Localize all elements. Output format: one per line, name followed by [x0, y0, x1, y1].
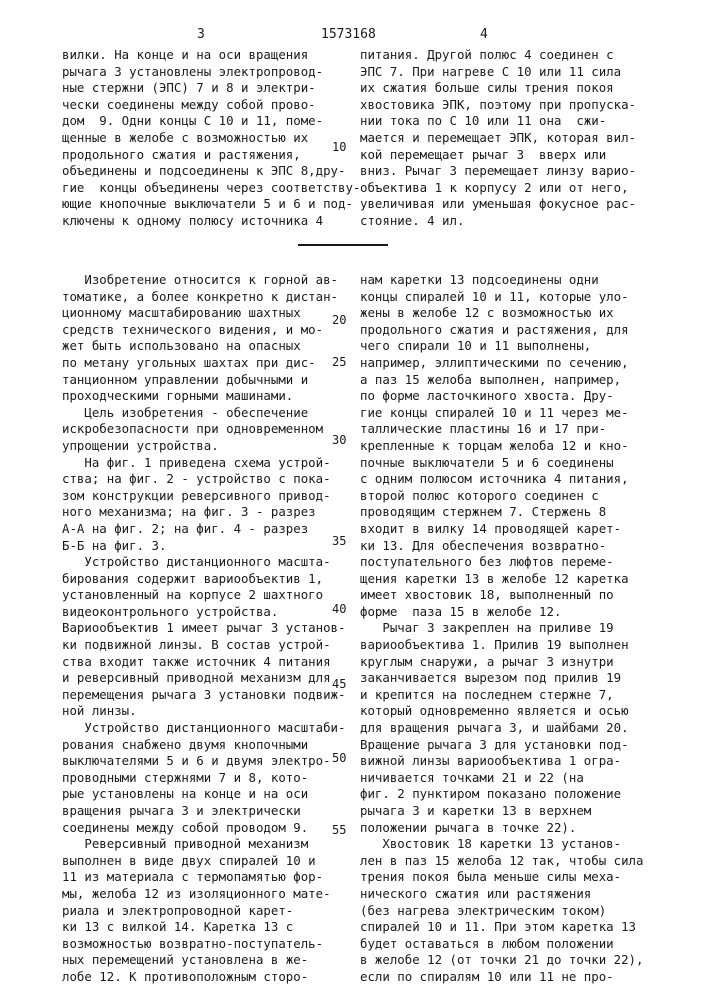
body-line: средств технического видения, и мо- [62, 322, 345, 339]
body-line: имеет хвостовик 18, выполненный по [360, 587, 643, 604]
body-line: ционному масштабированию шахтных [62, 305, 345, 322]
body-line: чего спирали 10 и 11 выполнены, [360, 338, 643, 355]
body-line: Реверсивный приводной механизм [62, 836, 345, 853]
body-line: поступательного без люфтов переме- [360, 554, 643, 571]
body-line: проводными стержнями 7 и 8, кото- [62, 770, 345, 787]
body-line: возможностью возвратно-поступатель- [62, 936, 345, 953]
body-line: фиг. 2 пунктиром показано положение [360, 786, 643, 803]
body-line: с одним полюсом источника 4 питания, [360, 471, 643, 488]
body-line: зом конструкции реверсивного привод- [62, 488, 345, 505]
patent-number: 1573168 [321, 27, 376, 42]
body-line: танционном управлении добычными и [62, 372, 345, 389]
body-line: Вращение рычага 3 для установки под- [360, 737, 643, 754]
body-line: форме паза 15 в желобе 12. [360, 604, 643, 621]
abstract-line: ные стержни (ЭПС) 7 и 8 и электри- [62, 80, 360, 97]
body-line: вижной линзы вариообъектива 1 огра- [360, 753, 643, 770]
body-line: который одновременно является и осью [360, 703, 643, 720]
abstract-line: вниз. Рычаг 3 перемещает линзу варио- [360, 163, 636, 180]
body-line: ной линзы. [62, 703, 345, 720]
body-line: в желобе 12 (от точки 21 до точки 22), [360, 952, 643, 969]
body-line: упрощении устройства. [62, 438, 345, 455]
body-line: входит в вилку 14 проводящей карет- [360, 521, 643, 538]
body-line: ки 13 с вилкой 14. Каретка 13 с [62, 919, 345, 936]
line-number: 45 [332, 677, 346, 691]
body-line: лен в паз 15 желоба 12 так, чтобы сила [360, 853, 643, 870]
body-line: и реверсивный приводной механизм для [62, 670, 345, 687]
abstract-line: кой перемещает рычаг 3 вверх или [360, 147, 636, 164]
body-line: рые установлены на конце и на оси [62, 786, 345, 803]
body-line: На фиг. 1 приведена схема устрой- [62, 455, 345, 472]
abstract-line: чески соединены между собой прово- [62, 97, 360, 114]
body-line: ного механизма; на фиг. 3 - разрез [62, 504, 345, 521]
line-number: 50 [332, 751, 346, 765]
abstract-line: ключены к одному полюсу источника 4 [62, 213, 360, 230]
abstract-line: мается и перемещает ЭПК, которая вил- [360, 130, 636, 147]
body-line: например, эллиптическими по сечению, [360, 355, 643, 372]
body-line: рычага 3 и каретки 13 в верхнем [360, 803, 643, 820]
body-line: ки подвижной линзы. В состав устрой- [62, 637, 345, 654]
abstract-line: гие концы объединены через соответству- [62, 180, 360, 197]
body-line: если по спиралям 10 или 11 не про- [360, 969, 643, 986]
body-line: выключателями 5 и 6 и двумя электро- [62, 753, 345, 770]
body-line: бирования содержит вариообъектив 1, [62, 571, 345, 588]
abstract-line: объединены и подсоединены к ЭПС 8,дру- [62, 163, 360, 180]
abstract-left-column [62, 47, 360, 230]
body-line: таллические пластины 16 и 17 при- [360, 421, 643, 438]
body-line: Рычаг 3 закреплен на приливе 19 [360, 620, 643, 637]
body-line: соединены между собой проводом 9. [62, 820, 345, 837]
body-line: А-А на фиг. 2; на фиг. 4 - разрез [62, 521, 345, 538]
body-line: круглым снаружи, а рычаг 3 изнутри [360, 654, 643, 671]
body-line: Устройство дистанционного масштаби- [62, 720, 345, 737]
body-line: (без нагрева электрическим током) [360, 903, 643, 920]
body-right-column [360, 272, 643, 986]
body-line: лобе 12. К противоположным сторо- [62, 969, 345, 986]
body-line: Цель изобретения - обеспечение [62, 405, 345, 422]
abstract-line: ющие кнопочные выключатели 5 и 6 и под- [62, 196, 360, 213]
body-left-column [62, 272, 345, 986]
line-number: 55 [332, 823, 346, 837]
abstract-line: нии тока по С 10 или 11 она сжи- [360, 113, 636, 130]
body-line: жены в желобе 12 с возможностью их [360, 305, 643, 322]
body-line: ных перемещений установлена в же- [62, 952, 345, 969]
body-line: по метану угольных шахтах при дис- [62, 355, 345, 372]
body-line: почные выключатели 5 и 6 соединены [360, 455, 643, 472]
left-page-number: 3 [197, 27, 205, 42]
line-number: 35 [332, 534, 346, 548]
body-line: рования снабжено двумя кнопочными [62, 737, 345, 754]
body-line: 11 из материала с термопамятью фор- [62, 869, 345, 886]
body-line: и крепится на последнем стержне 7, [360, 687, 643, 704]
body-line: заканчивается вырезом под прилив 19 [360, 670, 643, 687]
abstract-line: дом 9. Одни концы С 10 и 11, поме- [62, 113, 360, 130]
abstract-line: щенные в желобе с возможностью их [62, 130, 360, 147]
body-line: нам каретки 13 подсоединены одни [360, 272, 643, 289]
body-line: томатике, а более конкретно к дистан- [62, 289, 345, 306]
body-line: жет быть использовано на опасных [62, 338, 345, 355]
abstract-line: питания. Другой полюс 4 соединен с [360, 47, 636, 64]
abstract-line: увеличивая или уменьшая фокусное рас- [360, 196, 636, 213]
body-line: проводящим стержнем 7. Стержень 8 [360, 504, 643, 521]
body-line: крепленные к торцам желоба 12 и кно- [360, 438, 643, 455]
body-line: вариообъектива 1. Прилив 19 выполнен [360, 637, 643, 654]
body-line: продольного сжатия и растяжения, для [360, 322, 643, 339]
body-line: Вариообъектив 1 имеет рычаг 3 установ- [62, 620, 345, 637]
body-line: а паз 15 желоба выполнен, например, [360, 372, 643, 389]
body-line: Устройство дистанционного масшта- [62, 554, 345, 571]
abstract-line: вилки. На конце и на оси вращения [62, 47, 360, 64]
abstract-line: рычага 3 установлены электропровод- [62, 64, 360, 81]
body-line: перемещения рычага 3 установки подвиж- [62, 687, 345, 704]
body-line: Хвостовик 18 каретки 13 установ- [360, 836, 643, 853]
abstract-line: ЭПС 7. При нагреве С 10 или 11 сила [360, 64, 636, 81]
body-line: для вращения рычага 3, и шайбами 20. [360, 720, 643, 737]
body-line: видеоконтрольного устройства. [62, 604, 345, 621]
body-line: Изобретение относится к горной ав- [62, 272, 345, 289]
body-line: ства; на фиг. 2 - устройство с пока- [62, 471, 345, 488]
abstract-line: продольного сжатия и растяжения, [62, 147, 360, 164]
body-line: проходческими горными машинами. [62, 388, 345, 405]
abstract-line: их сжатия больше силы трения покоя [360, 80, 636, 97]
body-line: концы спиралей 10 и 11, которые уло- [360, 289, 643, 306]
body-line: будет оставаться в любом положении [360, 936, 643, 953]
body-line: трения покоя была меньше силы меха- [360, 869, 643, 886]
section-divider [298, 244, 388, 246]
body-line: щения каретки 13 в желобе 12 каретка [360, 571, 643, 588]
body-line: нического сжатия или растяжения [360, 886, 643, 903]
body-line: ничивается точками 21 и 22 (на [360, 770, 643, 787]
line-number: 25 [332, 355, 346, 369]
body-line: искробезопасности при одновременном [62, 421, 345, 438]
body-line: ки 13. Для обеспечения возвратно- [360, 538, 643, 555]
body-line: выполнен в виде двух спиралей 10 и [62, 853, 345, 870]
line-number: 30 [332, 433, 346, 447]
body-line: мы, желоба 12 из изоляционного мате- [62, 886, 345, 903]
abstract-line: стояние. 4 ил. [360, 213, 636, 230]
abstract-right-column [360, 47, 636, 230]
body-line: установленный на корпусе 2 шахтного [62, 587, 345, 604]
abstract-line: объектива 1 к корпусу 2 или от него, [360, 180, 636, 197]
line-number: 40 [332, 602, 346, 616]
body-line: спиралей 10 и 11. При этом каретка 13 [360, 919, 643, 936]
abstract-line: хвостовика ЭПК, поэтому при пропуска- [360, 97, 636, 114]
body-line: по форме ласточкиного хвоста. Дру- [360, 388, 643, 405]
body-line: гие концы спиралей 10 и 11 через ме- [360, 405, 643, 422]
body-line: второй полюс которого соединен с [360, 488, 643, 505]
line-number: 10 [332, 140, 346, 154]
body-line: положении рычага в точке 22). [360, 820, 643, 837]
body-line: вращения рычага 3 и электрически [62, 803, 345, 820]
body-line: Б-Б на фиг. 3. [62, 538, 345, 555]
body-line: риала и электропроводной карет- [62, 903, 345, 920]
body-line: ства входит также источник 4 питания [62, 654, 345, 671]
right-page-number: 4 [480, 27, 488, 42]
line-number: 20 [332, 313, 346, 327]
